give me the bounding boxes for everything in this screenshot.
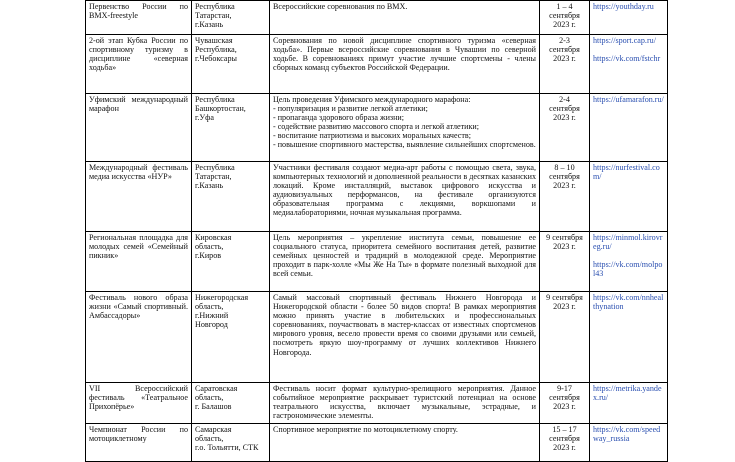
date-line: сентября	[549, 393, 580, 403]
event-name-cell	[86, 94, 192, 162]
event-link[interactable]: https://ufamarafon.ru/	[593, 95, 664, 104]
date-cell	[540, 383, 590, 424]
description-cell	[270, 232, 540, 292]
date-line: 2023 г.	[553, 20, 576, 30]
date-cell	[540, 424, 590, 462]
link-cell	[590, 383, 668, 424]
description-text: - популяризация и развитие легкой атлетики;	[273, 104, 428, 114]
event-link[interactable]: https://vk.com/fstchr	[593, 54, 661, 64]
region-line: Татарстан,	[195, 172, 232, 182]
table-row	[86, 424, 668, 462]
region-line: область,	[195, 434, 224, 444]
table-row	[86, 162, 668, 232]
date-line: 2023 г.	[553, 302, 576, 312]
date-cell	[540, 1, 590, 35]
link-cell	[590, 162, 668, 232]
date-line: 1 – 4	[556, 2, 573, 11]
description-text: - воспитание патриотизма и высоких моральных качеств;	[273, 131, 471, 141]
table-row	[86, 383, 668, 424]
region-line: г.Нижний	[195, 311, 229, 321]
region-line: г.Чебоксары	[195, 54, 237, 64]
description-cell	[270, 424, 540, 462]
date-cell	[540, 162, 590, 232]
description-cell	[270, 94, 540, 162]
region-line: Башкортостан,	[195, 104, 246, 114]
description-text: - пропаганда здорового образа жизни;	[273, 113, 405, 123]
date-cell	[540, 94, 590, 162]
event-name-cell	[86, 424, 192, 462]
date-line: 15 – 17	[552, 425, 577, 434]
date-line: сентября	[549, 434, 580, 444]
description-text: - содействие развитию массового спорта и легкой атлетики;	[273, 122, 480, 132]
date-line: 2023 г.	[553, 242, 576, 252]
link-cell	[590, 35, 668, 94]
region-cell	[192, 232, 270, 292]
link-cell	[590, 424, 668, 462]
date-line: 2023 г.	[553, 402, 576, 412]
date-line: 2-4	[559, 95, 570, 104]
events-table-body	[86, 1, 668, 462]
description-text: Самый массовый спортивный фестиваль Нижнего Новгорода и Нижегородской области - более 50 видов спорта! В рамках мероприятия можно принять участие в любительских и профессиональных соревнованиях, поучаствовать в мастер-классах от известных спортсменов мирового уровня, весело провести время со своими друзьями или семьей, посмотреть яркую шоу-программу от лучших коллективов Нижнего Новгорода.	[273, 293, 536, 357]
region-line: г. Балашов	[195, 402, 232, 412]
date-line: 2023 г.	[553, 181, 576, 191]
description-text: Участники фестиваля создают медиа-арт работы с помощью света, звука, компьютерных технологий и дополненной реальности в десятках казанских локаций. Кроме инсталляций, выставок цифрового искусства и аудиовизуальных перформансов, на фестивале организуются образовательная программа с лекциями, воркшопами и медиалабораториями, ночная музыкальная программа.	[273, 163, 536, 218]
event-name: VII Всероссийский фестиваль «Театральное Прихопёрье»	[89, 384, 188, 412]
description-cell	[270, 162, 540, 232]
description-cell	[270, 1, 540, 35]
region-line: г.Уфа	[195, 113, 214, 123]
region-line: г.Казань	[195, 181, 224, 191]
description-cell	[270, 383, 540, 424]
region-line: Чувашская	[195, 36, 233, 45]
table-row	[86, 232, 668, 292]
region-line: Саратовская	[195, 384, 238, 393]
date-line: 2023 г.	[553, 113, 576, 123]
region-line: Кировская	[195, 233, 232, 242]
date-line: 9-17	[557, 384, 572, 393]
description-text: Цель мероприятия – укрепление института семьи, повышение ее социального статуса, приоритета семейного воспитания детей, развитие семейных ценностей и традиций в молодежной среде. Мероприятие проходит в парк-холле «Мы Же На Ты» в формате полезный выходной для всей семьи.	[273, 233, 536, 279]
event-name: Первенство России по BMX-freestyle	[89, 2, 188, 21]
description-text: Всероссийские соревнования по BMX.	[273, 2, 408, 11]
date-line: 9 сентября	[546, 233, 583, 242]
event-link[interactable]: https://sport.cap.ru/	[593, 36, 656, 45]
region-line: Новгород	[195, 320, 228, 330]
table-row	[86, 1, 668, 35]
region-line: г.о. Тольятти, СТК	[195, 443, 259, 453]
event-name: Уфимский международный марафон	[89, 95, 188, 114]
description-text: Спортивное мероприятие по мотоциклетному спорту.	[273, 425, 458, 434]
region-cell	[192, 1, 270, 35]
region-line: г.Киров	[195, 251, 222, 261]
region-line: Самарская	[195, 425, 232, 434]
description-cell	[270, 35, 540, 94]
link-cell	[590, 232, 668, 292]
event-name-cell	[86, 383, 192, 424]
event-name: Чемпионат России по мотоциклетному	[89, 425, 188, 444]
date-line: 2023 г.	[553, 443, 576, 453]
date-line: 2023 г.	[553, 54, 576, 64]
link-spacer	[593, 251, 664, 260]
region-line: Республика	[195, 163, 235, 172]
description-text: Фестиваль носит формат культурно-зрелищного мероприятия. Данное событийное мероприятие раскрывает туристский потенциал на основе театрального искусства, включает музыкальные, эстрадные, и гастрономические элементы.	[273, 384, 536, 421]
event-name-cell	[86, 35, 192, 94]
date-line: 8 – 10	[554, 163, 575, 172]
event-name: Региональная площадка для молодых семей «Семейный пикник»	[89, 233, 188, 261]
event-link[interactable]: https://youthday.ru	[593, 2, 654, 11]
events-table	[85, 0, 668, 462]
description-cell	[270, 292, 540, 383]
document-page	[85, 0, 668, 462]
region-line: область,	[195, 302, 224, 312]
region-cell	[192, 383, 270, 424]
event-name-cell	[86, 162, 192, 232]
table-row	[86, 292, 668, 383]
event-name-cell	[86, 232, 192, 292]
table-row	[86, 35, 668, 94]
region-line: область,	[195, 393, 224, 403]
region-line: область,	[195, 242, 224, 252]
region-line: Республика	[195, 95, 235, 104]
date-cell	[540, 232, 590, 292]
link-cell	[590, 1, 668, 35]
date-line: сентября	[549, 11, 580, 21]
date-cell	[540, 292, 590, 383]
region-cell	[192, 424, 270, 462]
link-cell	[590, 292, 668, 383]
description-text: Соревнования по новой дисциплине спортивного туризма «северная ходьба». Первые всероссийские соревнования в Чувашии по северной ходьбе. В соревнованиях примут участие лучшие спортсмены - члены сборных команд субъектов Российской Федерации.	[273, 36, 536, 73]
region-cell	[192, 162, 270, 232]
region-line: Нижегородская	[195, 293, 249, 302]
region-line: Республика,	[195, 45, 237, 55]
date-line: 9 сентября	[546, 293, 583, 302]
event-name: Фестиваль нового образа жизни «Самый спортивный. Амбассадоры»	[89, 293, 188, 321]
event-link[interactable]: https://minmol.kirovreg.ru/	[593, 233, 663, 252]
link-spacer	[593, 45, 664, 54]
event-name-cell	[86, 292, 192, 383]
event-name: Международный фестиваль медиа искусства «НУР»	[89, 163, 188, 182]
date-cell	[540, 35, 590, 94]
region-line: г.Казань	[195, 20, 224, 30]
region-cell	[192, 35, 270, 94]
region-line: Татарстан,	[195, 11, 232, 21]
date-line: сентября	[549, 104, 580, 114]
event-link[interactable]: https://metrika.yandex.ru/	[593, 384, 662, 403]
link-cell	[590, 94, 668, 162]
date-line: сентября	[549, 45, 580, 55]
region-cell	[192, 292, 270, 383]
event-link[interactable]: https://vk.com/speedway_russia	[593, 425, 661, 444]
event-link[interactable]: https://vk.com/nnhealthynation	[593, 293, 664, 312]
date-line: 2-3	[559, 36, 570, 45]
event-link[interactable]: https://nurfestival.com/	[593, 163, 660, 182]
region-line: Республика	[195, 2, 235, 11]
event-name-cell	[86, 1, 192, 35]
description-text: Цель проведения Уфимского международного марафона:	[273, 95, 471, 104]
region-cell	[192, 94, 270, 162]
date-line: сентября	[549, 172, 580, 182]
event-link[interactable]: https://vk.com/molpol43	[593, 260, 663, 279]
description-text: - повышение спортивного мастерства, выявление сильнейших спортсменов.	[273, 140, 536, 150]
event-name: 2-ой этап Кубка России по спортивному туризму в дисциплине «северная ходьба»	[89, 36, 188, 73]
table-row	[86, 94, 668, 162]
